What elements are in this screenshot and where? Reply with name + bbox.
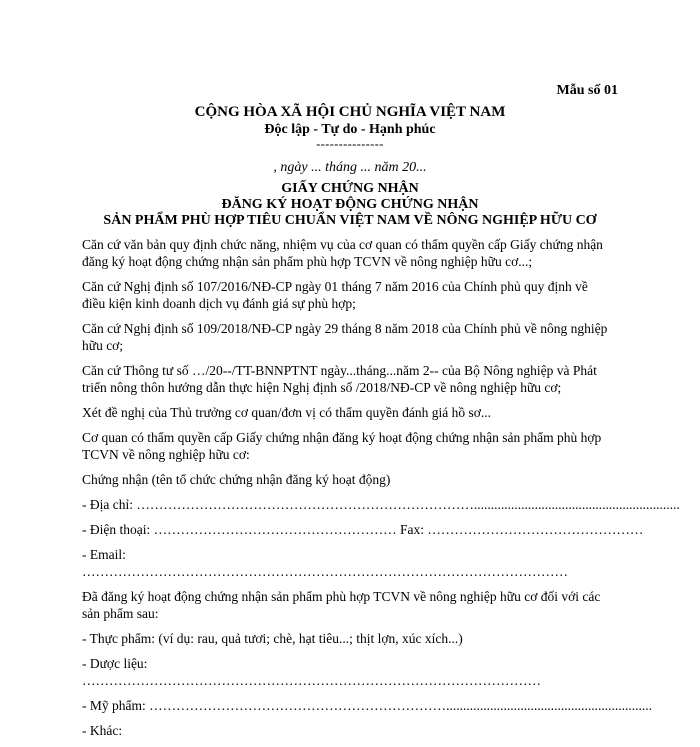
text-line: - Email: [82, 547, 126, 562]
email-field [82, 546, 622, 580]
text-line: Căn cứ văn bản quy định chức năng, nhiệm vụ của cơ quan có thẩm quyền cấp Giấy chứng nhận [82, 237, 603, 252]
paragraph-legal-basis-2 [82, 278, 622, 312]
document-body [82, 236, 680, 747]
text-line: ………………………………………………………………………………………… [82, 673, 541, 688]
other-field [82, 722, 622, 739]
text-line: Đã đăng ký hoạt động chứng nhận sản phẩm phù hợp TCVN về nông nghiệp hữu cơ đối với các [82, 589, 601, 604]
text-line: - Địa chỉ: …………………………………………………………………............................................................. [82, 497, 680, 512]
title-line-1: GIẤY CHỨNG NHẬN [281, 181, 419, 196]
address-field [82, 496, 680, 513]
produce-field [82, 630, 622, 647]
herbs-field [82, 655, 622, 689]
text-line: - Mỹ phẩm: …………………………………………………………............................................................. [82, 698, 652, 713]
form-number: Mẫu số 01 [556, 83, 618, 98]
paragraph-registered-products [82, 588, 622, 622]
text-line: Căn cứ Nghị định số 107/2016/NĐ-CP ngày 01 tháng 7 năm 2016 của Chính phủ quy định về [82, 279, 588, 294]
paragraph-authority [82, 429, 622, 463]
text-line: Cơ quan có thẩm quyền cấp Giấy chứng nhận đăng ký hoạt động chứng nhận sản phẩm phù hợp [82, 430, 602, 445]
paragraph-legal-basis-1 [82, 236, 622, 270]
text-line: ……………………………………………………………………………………………… [82, 564, 568, 579]
date-line: , ngày ... tháng ... năm 20... [273, 160, 427, 175]
text-line: - Khác: [82, 723, 123, 738]
title-line-2: ĐĂNG KÝ HOẠT ĐỘNG CHỨNG NHẬN [221, 197, 479, 212]
paragraph-certifies [82, 471, 622, 488]
text-line: Xét đề nghị của Thủ trưởng cơ quan/đơn vị có thẩm quyền đánh giá hồ sơ... [82, 405, 492, 420]
title-line-3: SẢN PHẨM PHÙ HỢP TIÊU CHUẨN VIỆT NAM VỀ NÔNG NGHIỆP HỮU CƠ [103, 213, 597, 228]
text-line: hữu cơ; [82, 338, 124, 353]
paragraph-legal-basis-4 [82, 362, 622, 396]
text-line: đăng ký hoạt động chứng nhận sản phẩm phù hợp TCVN về nông nghiệp hữu cơ...; [82, 254, 533, 269]
text-line: sản phẩm sau: [82, 606, 159, 621]
text-line: - Thực phẩm: (ví dụ: rau, quả tươi; chè, hạt tiêu...; thịt lợn, xúc xích...) [82, 631, 463, 646]
text-line: điều kiện kinh doanh dịch vụ đánh giá sự phù hợp; [82, 296, 356, 311]
national-motto: Độc lập - Tự do - Hạnh phúc [264, 122, 436, 137]
text-line: - Dược liệu: [82, 656, 148, 671]
text-line: Chứng nhận (tên tổ chức chứng nhận đăng ký hoạt động) [82, 472, 391, 487]
phone-fax-field [82, 521, 644, 538]
paragraph-legal-basis-3 [82, 320, 622, 354]
text-line: Căn cứ Thông tư số …/20--/TT-BNNPTNT ngày...tháng...năm 2-- của Bộ Nông nghiệp và Phát [82, 363, 597, 378]
paragraph-consideration [82, 404, 622, 421]
text-line: - Điện thoại: ……………………………………………… Fax: ………………………………………… [82, 522, 644, 537]
text-line: Căn cứ Nghị định số 109/2018/NĐ-CP ngày 29 tháng 8 năm 2018 của Chính phủ về nông nghiệp [82, 321, 608, 336]
country-name: CỘNG HÒA XÃ HỘI CHỦ NGHĨA VIỆT NAM [194, 104, 506, 120]
text-line: TCVN về nông nghiệp hữu cơ: [82, 447, 250, 462]
text-line: triển nông thôn hướng dẫn thực hiện Nghị định số /2018/NĐ-CP về nông nghiệp hữu cơ; [82, 380, 562, 395]
header-divider: --------------- [316, 137, 384, 151]
